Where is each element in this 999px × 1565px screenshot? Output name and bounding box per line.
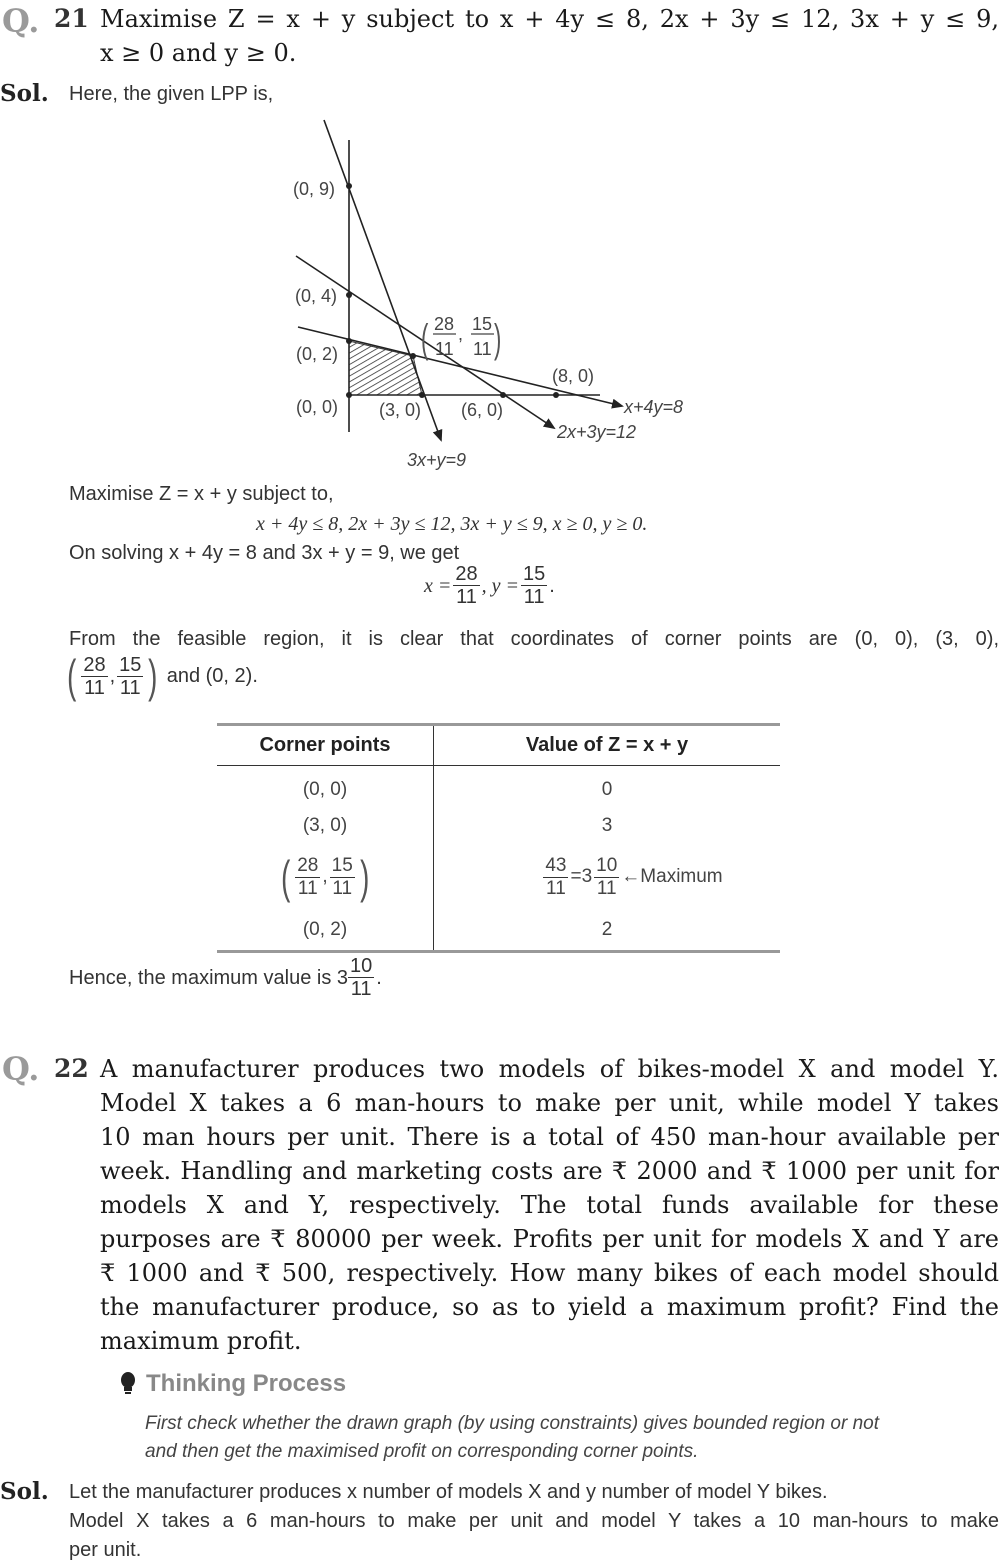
q21-question-line2: x ≥ 0 and y ≥ 0.	[100, 39, 297, 67]
row3-value-num: 43	[545, 854, 567, 876]
x-eq: x =	[424, 574, 452, 597]
label-intersection	[421, 314, 501, 361]
thinking-line: First check whether the drawn graph (by using constraints) gives bounded region or not	[145, 1413, 880, 1434]
row3-value-den: 11	[546, 877, 566, 899]
intersection-y-num: 15	[472, 314, 493, 334]
feasible-cont-text: and (0, 2).	[166, 665, 258, 687]
q22-sol-line: Model X takes a 6 man-hours to make per unit and model Y takes a 10 man-hours to make	[69, 1510, 999, 1532]
q22-sol-line: Let the manufacturer produces x number of models X and y number of model Y bikes.	[69, 1481, 828, 1503]
svg-text:(: (	[421, 316, 429, 361]
q22-line: week. Handling and marketing costs are ₹ 2000 and ₹ 1000 per unit for	[100, 1157, 999, 1185]
point-0-9	[346, 183, 352, 189]
q22-line: purposes are ₹ 80000 per week. Profits per unit for models X and Y are	[100, 1225, 999, 1253]
point-intersection	[410, 353, 416, 359]
x-den: 11	[456, 586, 477, 608]
thinking-process-title: Thinking Process	[146, 1370, 347, 1397]
corner-points-table	[217, 723, 780, 953]
q21-intro: Here, the given LPP is,	[69, 83, 274, 105]
row3-mixed-den: 11	[596, 877, 617, 899]
q22-line: the manufacturer produce, so as to yield a maximum profit? Find the	[100, 1293, 999, 1321]
point-0-0	[346, 392, 352, 398]
row1-point: (0, 0)	[217, 766, 434, 809]
point-0-4	[346, 292, 352, 298]
q22-line: Model X takes a 6 man-hours to make per unit, while model Y takes	[100, 1089, 999, 1117]
label-line-2x-3y-12: 2x+3y=12	[557, 422, 637, 442]
table-row	[217, 844, 780, 910]
q22-solution	[69, 1478, 999, 1565]
hence-num: 10	[350, 955, 373, 977]
row3-y-den: 11	[332, 877, 353, 899]
q21-sol-label: Sol.	[0, 80, 49, 107]
row4-value: 2	[434, 910, 781, 952]
label-0-4: (0, 4)	[295, 286, 338, 306]
q21-maximise-line: Maximise Z = x + y subject to,	[69, 483, 334, 505]
q21-question-line1: Maximise Z = x + y subject to x + 4y ≤ 8, 2x + 3y ≤ 12, 3x + y ≤ 9,	[100, 5, 999, 33]
q21-constraints-line	[256, 510, 647, 538]
label-0-0: (0, 0)	[296, 397, 339, 417]
row3-mixed-num: 10	[596, 854, 618, 876]
q21-feasible-cont: ( $\frac{28}{11}$ , $\frac{15}{11}$ ) and (0, 2).	[67, 650, 258, 702]
q21-hence: Hence, the maximum value is 3 $\frac{10}{11}$ .	[69, 955, 382, 1000]
intersection-x-num: 28	[434, 314, 455, 334]
intersection-x-den: 11	[435, 339, 454, 359]
label-0-2: (0, 2)	[296, 344, 339, 364]
row3-value	[434, 844, 781, 910]
maximum-note: ←Maximum	[621, 866, 723, 887]
label-0-9: (0, 9)	[293, 179, 336, 199]
label-line-x-4y-8: x+4y=8	[624, 397, 684, 417]
label-6-0: (6, 0)	[461, 400, 504, 420]
q21-feasible-line: From the feasible region, it is clear that coordinates of corner points are (0, 0), (3, 0),	[69, 628, 999, 650]
row3-x-den: 11	[297, 877, 318, 899]
header-value-of-z: Value of Z = x + y	[434, 725, 781, 766]
svg-text:): )	[494, 316, 502, 361]
q22-sol-line: per unit.	[69, 1539, 142, 1561]
q22-line: maximum profit.	[100, 1327, 302, 1355]
row3-point: ( $\frac{28}{11}$ , $\frac{15}{11}$ )	[217, 844, 434, 910]
thinking-process-text	[145, 1410, 879, 1466]
lpp-graph	[270, 115, 730, 475]
corner-y-den: 11	[119, 676, 141, 699]
row2-value: 3	[601, 815, 613, 836]
point-8-0	[553, 392, 559, 398]
q22-number: 22	[54, 1054, 89, 1083]
constraints-text: x + 4y ≤ 8, 2x + 3y ≤ 12, 3x + y ≤ 9, x ≥ 0, y ≥ 0.	[256, 513, 648, 535]
row4-point: (0, 2)	[217, 910, 434, 952]
y-eq: , y =	[481, 574, 519, 597]
hence-den: 11	[350, 978, 372, 1000]
row3-x-num: 28	[297, 854, 319, 876]
q22-line: ₹ 1000 and ₹ 500, respectively. How many bikes of each model should	[100, 1259, 999, 1287]
q22-line: A manufacturer produces two models of bikes-model X and model Y.	[100, 1055, 999, 1083]
table-row	[217, 910, 780, 952]
label-8-0: (8, 0)	[552, 366, 595, 386]
row1-value: 0	[601, 779, 613, 800]
thinking-process-header	[118, 1370, 346, 1398]
q21-solution-xy: x = $\frac{28}{11}$ , y = $\frac{15}{11}$ .	[424, 563, 555, 608]
point-3-0	[419, 392, 425, 398]
corner-x-den: 11	[84, 676, 105, 699]
q21-mark: Q.	[2, 2, 40, 40]
y-den: 11	[523, 586, 545, 608]
x-num: 28	[455, 563, 478, 585]
q22-line: 10 man hours per unit. There is a total of 450 man-hour available per	[100, 1123, 999, 1151]
row2-point: (3, 0)	[217, 808, 434, 844]
table-row	[217, 766, 780, 809]
row3-value-eq: =3	[570, 866, 593, 887]
y-num: 15	[523, 563, 546, 585]
table-row	[217, 808, 780, 844]
lightbulb-icon	[118, 1371, 138, 1397]
hence-text: Hence, the maximum value is 3	[69, 966, 349, 989]
svg-text:,: ,	[458, 324, 464, 344]
table-header-row	[217, 725, 780, 766]
label-line-3x-y-9: 3x+y=9	[407, 450, 467, 470]
q22-line: models X and Y, respectively. The total funds available for these	[100, 1191, 999, 1219]
q21-solving-line: On solving x + 4y = 8 and 3x + y = 9, we get	[69, 542, 460, 564]
q21-number: 21	[54, 4, 89, 33]
q22-mark: Q.	[2, 1050, 40, 1088]
q22-sol-label: Sol.	[0, 1478, 49, 1505]
thinking-line: and then get the maximised profit on corresponding corner points.	[145, 1441, 699, 1462]
point-0-2	[346, 338, 352, 344]
corner-y-num: 15	[119, 653, 142, 676]
row3-y-num: 15	[331, 854, 353, 876]
corner-x-num: 28	[83, 653, 106, 676]
q22-question	[100, 1052, 999, 1358]
point-6-0	[500, 392, 506, 398]
header-corner-points: Corner points	[217, 725, 434, 766]
intersection-y-den: 11	[473, 339, 492, 359]
label-3-0: (3, 0)	[379, 400, 422, 420]
